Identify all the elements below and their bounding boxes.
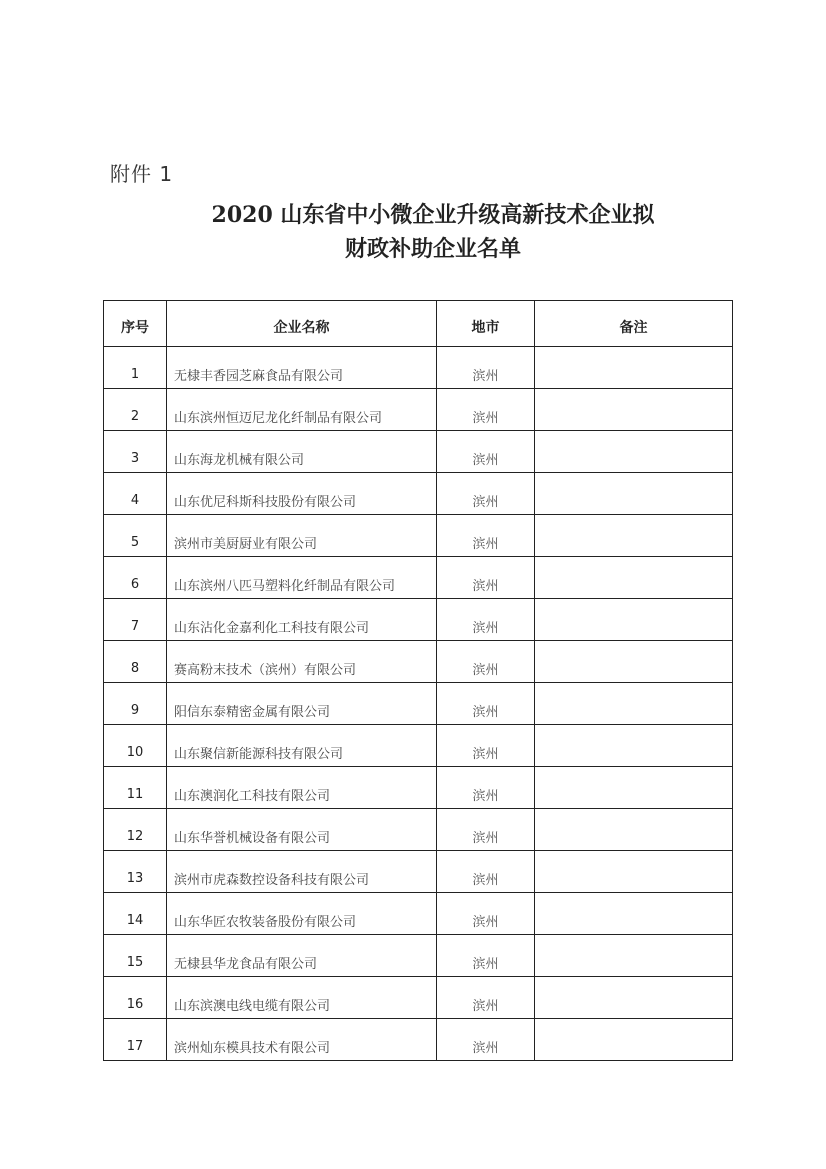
row-city: 滨州 (437, 851, 535, 893)
row-city: 滨州 (437, 347, 535, 389)
row-note (535, 431, 733, 473)
row-city: 滨州 (437, 599, 535, 641)
header-company-name: 企业名称 (167, 301, 437, 347)
row-index: 13 (104, 851, 167, 893)
row-company-name: 山东海龙机械有限公司 (167, 431, 437, 473)
row-index: 5 (104, 515, 167, 557)
table-row (104, 683, 733, 725)
table-row (104, 473, 733, 515)
row-city: 滨州 (437, 431, 535, 473)
row-index: 2 (104, 389, 167, 431)
table-row (104, 893, 733, 935)
row-company-name: 山东聚信新能源科技有限公司 (167, 725, 437, 767)
row-note (535, 893, 733, 935)
row-note (535, 725, 733, 767)
row-city: 滨州 (437, 893, 535, 935)
row-index: 16 (104, 977, 167, 1019)
row-note (535, 851, 733, 893)
row-index: 3 (104, 431, 167, 473)
table-row (104, 347, 733, 389)
table-row (104, 641, 733, 683)
row-company-name: 山东滨澳电线电缆有限公司 (167, 977, 437, 1019)
row-note (535, 683, 733, 725)
row-city: 滨州 (437, 641, 535, 683)
row-company-name: 滨州市虎森数控设备科技有限公司 (167, 851, 437, 893)
table-row (104, 977, 733, 1019)
row-city: 滨州 (437, 935, 535, 977)
table-header-row (104, 301, 733, 347)
row-index: 1 (104, 347, 167, 389)
attachment-label: 附件 1 (110, 162, 174, 186)
row-company-name: 山东澳润化工科技有限公司 (167, 767, 437, 809)
row-note (535, 641, 733, 683)
row-city: 滨州 (437, 557, 535, 599)
row-note (535, 557, 733, 599)
row-index: 6 (104, 557, 167, 599)
table-row (104, 431, 733, 473)
row-index: 7 (104, 599, 167, 641)
row-company-name: 山东滨州八匹马塑料化纤制品有限公司 (167, 557, 437, 599)
row-index: 9 (104, 683, 167, 725)
row-note (535, 767, 733, 809)
table-row (104, 515, 733, 557)
row-city: 滨州 (437, 809, 535, 851)
table-row (104, 935, 733, 977)
row-company-name: 滨州灿东模具技术有限公司 (167, 1019, 437, 1061)
row-index: 17 (104, 1019, 167, 1061)
row-note (535, 935, 733, 977)
row-note (535, 515, 733, 557)
row-note (535, 599, 733, 641)
table-body (104, 347, 733, 1061)
row-company-name: 山东华匠农牧装备股份有限公司 (167, 893, 437, 935)
row-note (535, 977, 733, 1019)
row-index: 11 (104, 767, 167, 809)
document-title-line-2: 财政补助企业名单 (344, 236, 521, 262)
row-index: 4 (104, 473, 167, 515)
row-company-name: 无棣县华龙食品有限公司 (167, 935, 437, 977)
table-row (104, 725, 733, 767)
table-row (104, 767, 733, 809)
row-company-name: 赛高粉末技术（滨州）有限公司 (167, 641, 437, 683)
row-city: 滨州 (437, 683, 535, 725)
table-row (104, 1019, 733, 1061)
table-row (104, 389, 733, 431)
row-index: 15 (104, 935, 167, 977)
table-row (104, 851, 733, 893)
row-note (535, 347, 733, 389)
header-index: 序号 (104, 301, 167, 347)
row-note (535, 389, 733, 431)
row-company-name: 山东沾化金嘉利化工科技有限公司 (167, 599, 437, 641)
table-row (104, 557, 733, 599)
row-city: 滨州 (437, 515, 535, 557)
row-city: 滨州 (437, 725, 535, 767)
row-company-name: 山东滨州恒迈尼龙化纤制品有限公司 (167, 389, 437, 431)
row-company-name: 无棣丰香园芝麻食品有限公司 (167, 347, 437, 389)
table-row (104, 809, 733, 851)
row-note (535, 809, 733, 851)
row-note (535, 473, 733, 515)
header-city: 地市 (437, 301, 535, 347)
row-city: 滨州 (437, 1019, 535, 1061)
header-note: 备注 (535, 301, 733, 347)
row-index: 10 (104, 725, 167, 767)
row-index: 12 (104, 809, 167, 851)
row-city: 滨州 (437, 389, 535, 431)
row-company-name: 滨州市美厨厨业有限公司 (167, 515, 437, 557)
row-city: 滨州 (437, 473, 535, 515)
table-row (104, 599, 733, 641)
row-company-name: 山东优尼科斯科技股份有限公司 (167, 473, 437, 515)
row-city: 滨州 (437, 767, 535, 809)
document-title-line-1: 2020 山东省中小微企业升级高新技术企业拟 (211, 202, 655, 228)
row-index: 8 (104, 641, 167, 683)
row-company-name: 阳信东泰精密金属有限公司 (167, 683, 437, 725)
enterprise-list-table (103, 300, 733, 1061)
row-city: 滨州 (437, 977, 535, 1019)
row-note (535, 1019, 733, 1061)
row-index: 14 (104, 893, 167, 935)
row-company-name: 山东华誉机械设备有限公司 (167, 809, 437, 851)
